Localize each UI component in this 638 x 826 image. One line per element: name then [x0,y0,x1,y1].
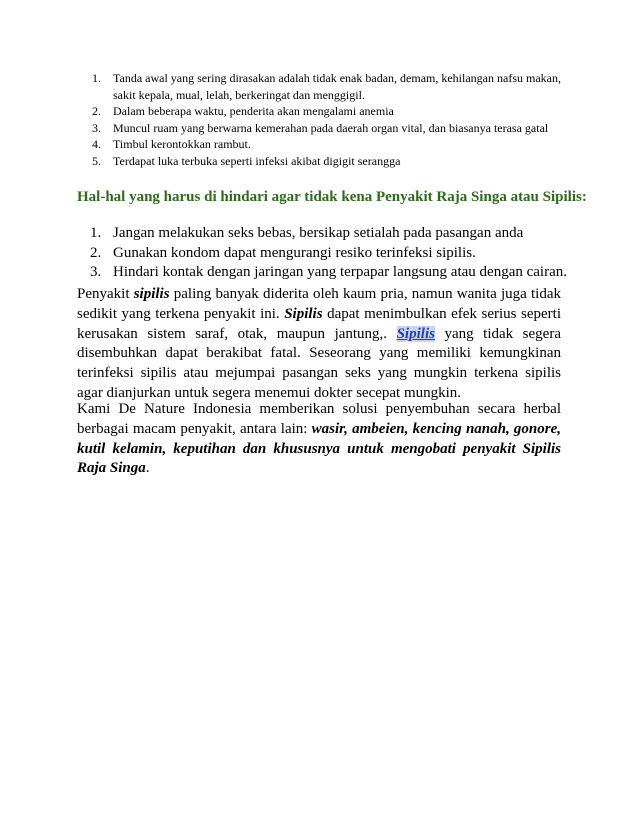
list-item: 2. Dalam beberapa waktu, penderita akan mengalami anemia [92,104,394,118]
list-item-text: Gunakan kondom dapat mengurangi resiko terinfeksi sipilis. [113,244,476,261]
sipilis-paragraph: Penyakit sipilis paling banyak diderita oleh kaum pria, namun wanita juga tidak sedikit yang terkena penyakit ini. Sipilis dapat menimbulkan efek serius seperti kerusakan sistem saraf, otak, maupun jantung,. Sipilis yang tidak segera disembuhkan dapat berakibat fatal. Seseorang yang memiliki kemungkinan terinfeksi sipilis atau mejumpai pasangan seks yang mungkin terkena sipilis agar dianjurkan untuk segera menemui dokter secepat mungkin. [77,286,562,401]
herbal-solution-paragraph: Kami De Nature Indonesia memberikan solusi penyembuhan secara herbal berbagai macam penyakit, antara lain: wasir, ambeien, kencing nanah, gonore, kutil kelamin, keputihan dan khususnya untuk mengobati penyakit Sipilis Raja Singa. [77,401,562,477]
prevention-list [90,224,573,283]
list-item-text: Muncul ruam yang berwarna kemerahan pada daerah organ vital, dan biasanya terasa gatal [113,120,549,135]
list-item-text: Jangan melakukan seks bebas, bersikap setialah pada pasangan anda [113,225,524,241]
disease-list-emphasis: wasir, ambeien, kencing nanah, gonore, kutil kelamin, keputihan dan khususnya untuk mengobati penyakit Sipilis Raja Singa [77,420,562,477]
list-item: 5. Terdapat luka terbuka seperti infeksi akibat digigit serangga [92,153,401,168]
sipilis-link[interactable]: Sipilis [396,325,435,342]
list-item: 1. Tanda awal yang sering dirasakan adalah tidak enak badan, demam, kehilangan nafsu makan, sakit kepala, mual, lelah, berkeringat dan menggigil. [92,71,561,102]
symptom-list [92,70,563,169]
list-item-text: Hindari kontak dengan jaringan yang terpapar langsung atau dengan cairan. [113,264,567,280]
list-item: 1. Jangan melakukan seks bebas, bersikap setialah pada pasangan anda [90,225,524,241]
sipilis-emphasis: Sipilis [284,305,323,322]
list-item-text: Tanda awal yang sering dirasakan adalah tidak enak badan, demam, kehilangan nafsu makan, sakit kepala, mual, lelah, berkeringat dan menggigil. [113,71,561,102]
list-item-text: Timbul kerontokkan rambut. [113,137,251,151]
list-item-text: Terdapat luka terbuka seperti infeksi akibat digigit serangga [113,153,401,168]
list-item: 4. Timbul kerontokkan rambut. [92,137,251,151]
section-heading: Hal-hal yang harus di hindari agar tidak kena Penyakit Raja Singa atau Sipilis: [77,189,587,205]
list-item: 3. Muncul ruam yang berwarna kemerahan pada daerah organ vital, dan biasanya terasa gatal [92,120,549,135]
list-item: 2. Gunakan kondom dapat mengurangi resiko terinfeksi sipilis. [90,244,476,261]
list-item: 3. Hindari kontak dengan jaringan yang terpapar langsung atau dengan cairan. [90,264,567,280]
list-item-text: Dalam beberapa waktu, penderita akan mengalami anemia [113,104,394,118]
sipilis-emphasis: sipilis [133,286,170,302]
